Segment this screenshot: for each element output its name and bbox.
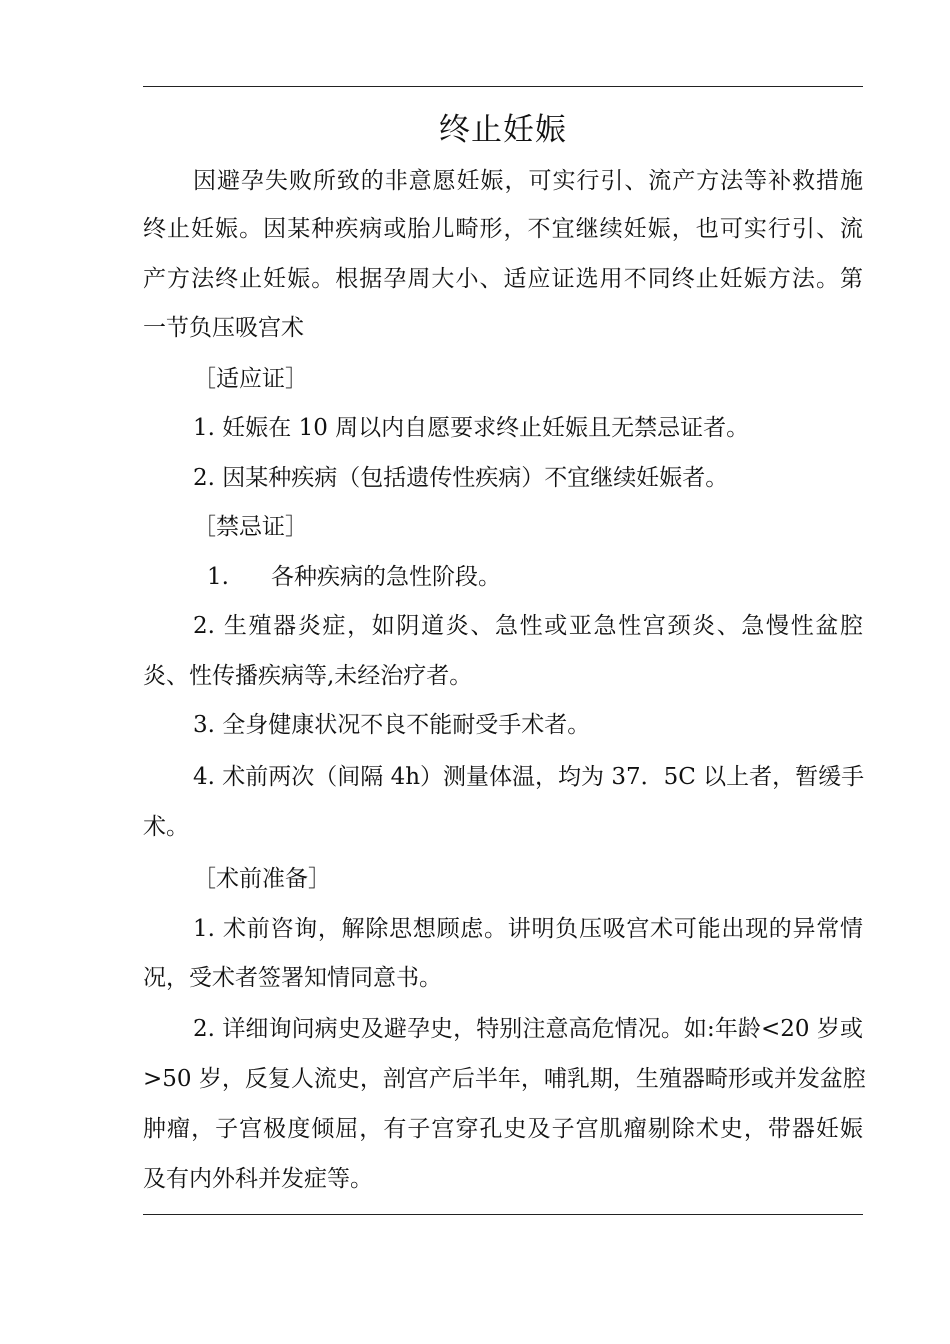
intro-line-3: 产方法终止妊娠。根据孕周大小、适应证选用不同终止妊娠方法。第 (143, 266, 863, 292)
preparation-item-2-line-4: 及有内外科并发症等。 (143, 1166, 373, 1192)
contraindication-item-4-line-1: 4. 术前两次（间隔 4h）测量体温，均为 37．5C 以上者，暂缓手 (193, 764, 865, 790)
contraindication-item-4-line-2: 术。 (143, 814, 189, 840)
intro-line-4: 一节负压吸宫术 (143, 315, 304, 341)
indications-heading: ［适应证］ (193, 366, 308, 392)
preparation-heading: ［术前准备］ (193, 866, 331, 892)
header-rule (143, 86, 863, 87)
preparation-item-2-line-2: >50 岁，反复人流史，剖宫产后半年，哺乳期，生殖器畸形或并发盆腔 (143, 1066, 866, 1092)
contraindication-item-1 (207, 562, 501, 592)
contraindications-heading: ［禁忌证］ (193, 514, 308, 540)
preparation-item-1-line-2: 况，受术者签署知情同意书。 (143, 965, 442, 991)
contraindication-item-1-number: 1. (207, 564, 229, 590)
contraindication-item-2-line-2: 炎、性传播疾病等,未经治疗者。 (143, 663, 473, 689)
intro-line-2: 终止妊娠。因某种疾病或胎儿畸形，不宜继续妊娠，也可实行引、流 (143, 216, 863, 242)
contraindication-item-3: 3. 全身健康状况不良不能耐受手术者。 (193, 712, 591, 738)
contraindication-item-2-line-1: 2. 生殖器炎症，如阴道炎、急性或亚急性宫颈炎、急慢性盆腔 (193, 613, 863, 639)
page-title: 终止妊娠 (439, 112, 567, 148)
indication-item-1: 1. 妊娠在 10 周以内自愿要求终止妊娠且无禁忌证者。 (193, 415, 750, 441)
preparation-item-2-line-1: 2. 详细询问病史及避孕史，特别注意高危情况。如:年龄<20 岁或 (193, 1016, 863, 1042)
preparation-item-2-line-3: 肿瘤，子宫极度倾屈，有子宫穿孔史及子宫肌瘤剔除术史，带器妊娠 (143, 1116, 863, 1142)
contraindication-item-1-text: 各种疾病的急性阶段。 (271, 564, 501, 590)
intro-line-1: 因避孕失败所致的非意愿妊娠，可实行引、流产方法等补救措施 (193, 168, 863, 194)
preparation-item-1-line-1: 1. 术前咨询，解除思想顾虑。讲明负压吸宫术可能出现的异常情 (193, 916, 863, 942)
indication-item-2: 2. 因某种疾病（包括遗传性疾病）不宜继续妊娠者。 (193, 465, 729, 491)
footer-rule (143, 1214, 863, 1215)
